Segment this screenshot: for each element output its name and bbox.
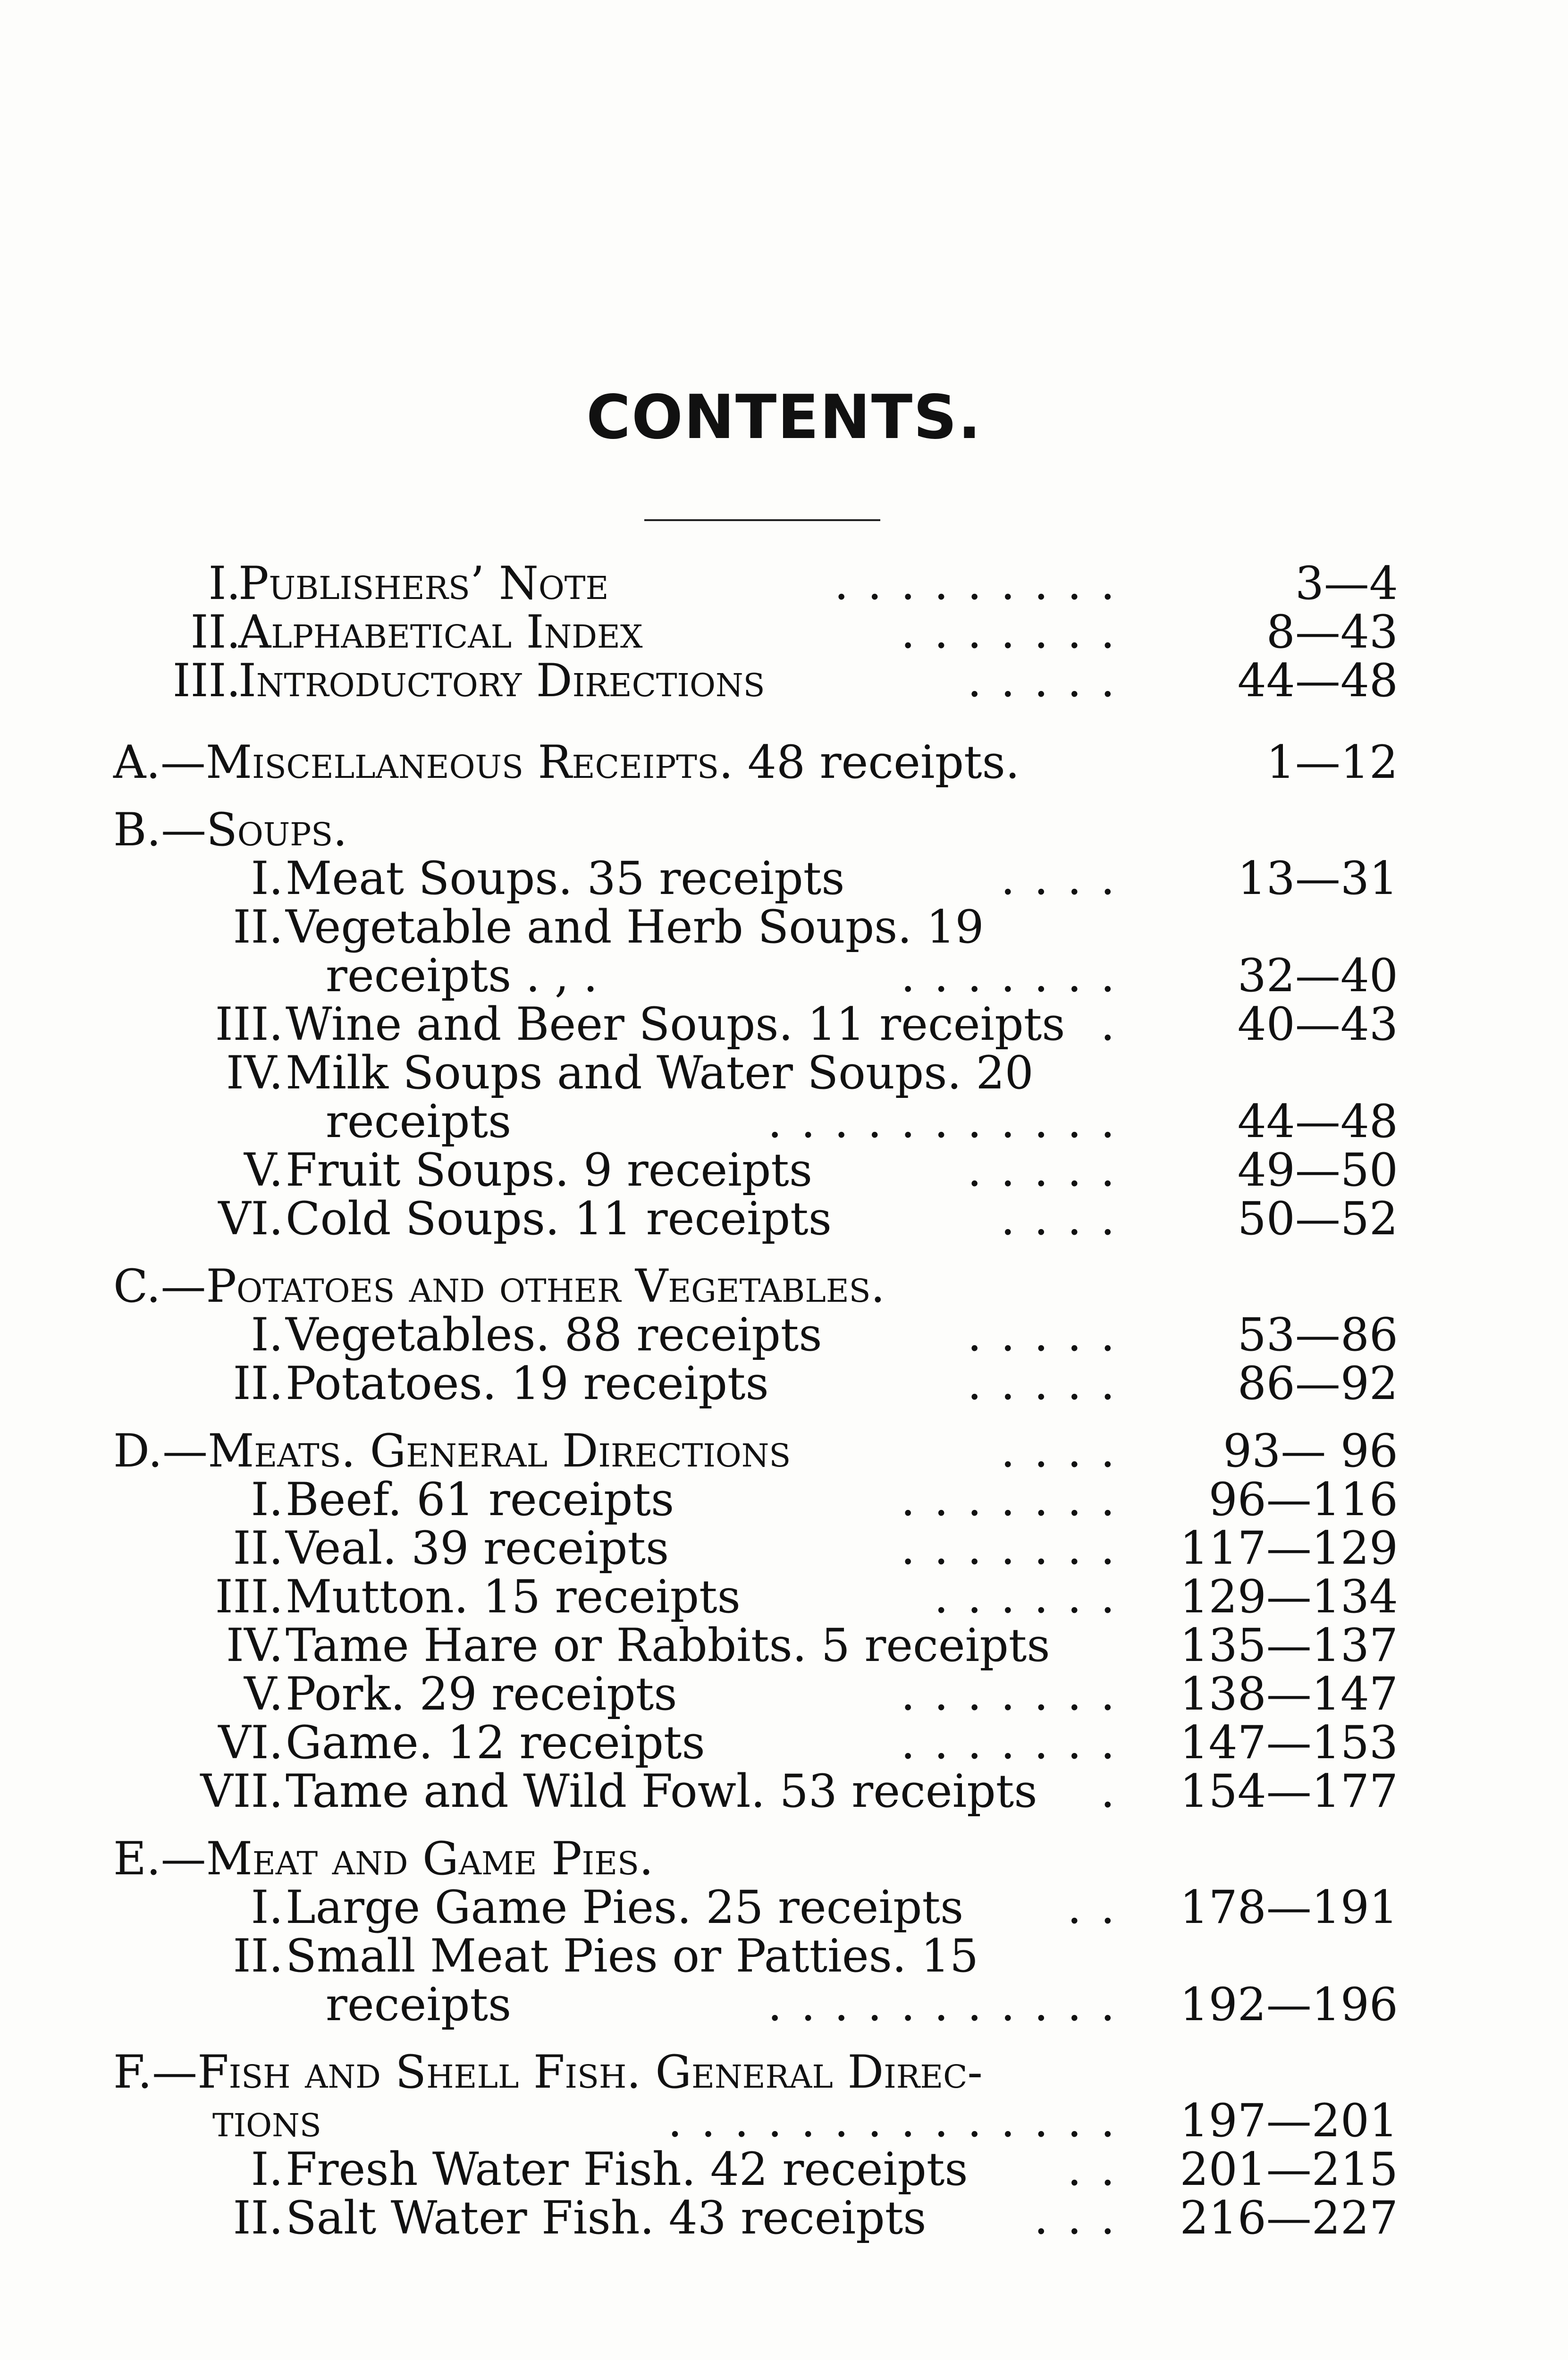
toc-row [0, 1308, 1568, 1361]
toc-row [0, 903, 1568, 952]
toc-number: I. [251, 1881, 283, 1934]
toc-label: Vegetables. 88 receipts [286, 1308, 822, 1361]
toc-pages: 86—92 [1237, 1357, 1398, 1410]
toc-number: IV. [226, 1619, 283, 1672]
toc-label: Meat Soups. 35 receipts [286, 852, 845, 905]
toc-row [0, 2094, 1568, 2147]
toc-label: Veal. 39 receipts [286, 1522, 669, 1575]
toc-number: V. [244, 1668, 283, 1720]
toc-label: Pork. 29 receipts [286, 1668, 677, 1720]
toc-label: Salt Water Fish. 43 receipts [286, 2191, 927, 2244]
toc-number: II. [233, 901, 283, 953]
toc-row [0, 1883, 1568, 1932]
toc-row [0, 1716, 1568, 1769]
toc-label: receipts [326, 1095, 512, 1148]
table-of-contents [0, 559, 1568, 2242]
toc-label: Milk Soups and Water Soups. 20 [286, 1046, 1034, 1099]
section-heading: E.—Meat and Game Pies. [113, 1832, 654, 1885]
toc-pages: 44—48 [1237, 654, 1398, 707]
toc-label: Mutton. 15 receipts [286, 1570, 741, 1623]
toc-label: Introductory Directions [238, 654, 765, 707]
toc-label: Fresh Water Fish. 42 receipts [286, 2143, 968, 2196]
leader-dots: ...... [934, 1573, 1134, 1621]
toc-label: Large Game Pies. 25 receipts [286, 1881, 964, 1934]
leader-dots: ... [1034, 2194, 1134, 2242]
toc-label: Alphabetical Index [238, 606, 643, 658]
toc-label: receipts [326, 1978, 512, 2031]
toc-number: II. [190, 606, 241, 658]
leader-dots: .. [1067, 2145, 1134, 2194]
toc-pages: 53—86 [1237, 1308, 1398, 1361]
toc-row [0, 1524, 1568, 1573]
toc-pages: 117—129 [1180, 1522, 1398, 1575]
toc-row [0, 1621, 1568, 1670]
toc-row [0, 854, 1568, 903]
toc-number: III. [215, 1570, 283, 1623]
toc-label: Small Meat Pies or Patties. 15 [286, 1930, 979, 1982]
toc-label: Cold Soups. 11 receipts [286, 1192, 832, 1245]
toc-row [0, 1097, 1568, 1146]
toc-number: I. [208, 557, 241, 610]
toc-number: VI. [218, 1716, 283, 1769]
toc-label: Tame and Wild Fowl. 53 receipts [286, 1765, 1037, 1818]
toc-label: Vegetable and Herb Soups. 19 [286, 901, 984, 953]
toc-pages: 44—48 [1237, 1095, 1398, 1148]
toc-label: Tame Hare or Rabbits. 5 receipts [286, 1619, 1050, 1672]
toc-pages: 49—50 [1237, 1144, 1398, 1197]
leader-dots: .... [1000, 1427, 1134, 1475]
toc-pages: 93— 96 [1223, 1424, 1398, 1477]
toc-pages: 50—52 [1237, 1192, 1398, 1245]
section-heading: B.—Soups. [113, 803, 347, 856]
toc-pages: 197—201 [1180, 2094, 1398, 2147]
toc-row [0, 1670, 1568, 1719]
section-heading: A.—Miscellaneous Receipts. 48 receipts. [113, 736, 1020, 789]
leader-dots: .... [1000, 854, 1134, 903]
leader-dots: . [1100, 1000, 1134, 1049]
toc-pages: 3—4 [1295, 557, 1398, 610]
toc-label: Potatoes. 19 receipts [286, 1357, 769, 1410]
leader-dots: ....... [901, 1670, 1134, 1719]
toc-number: III. [172, 654, 241, 707]
toc-number: III. [215, 998, 283, 1051]
title-rule [644, 519, 880, 521]
toc-pages: 32—40 [1237, 949, 1398, 1002]
leader-dots: ..... [967, 1311, 1134, 1359]
toc-row [0, 1192, 1568, 1245]
page-title: CONTENTS. [586, 382, 982, 453]
toc-row [0, 949, 1568, 1002]
toc-label: Publishers’ Note [238, 557, 609, 610]
toc-row [0, 1475, 1568, 1524]
toc-section-row [0, 2048, 1568, 2097]
toc-row [0, 1767, 1568, 1816]
toc-number: II. [233, 1357, 283, 1410]
leader-dots: ....... [901, 1524, 1134, 1573]
leader-dots: ....... [901, 608, 1134, 657]
toc-pages: 216—227 [1180, 2191, 1398, 2244]
toc-row [0, 654, 1568, 707]
toc-row [0, 1570, 1568, 1623]
section-heading: C.—Potatoes and other Vegetables. [113, 1260, 885, 1313]
toc-number: I. [251, 2143, 283, 2196]
leader-dots: ..... [967, 1359, 1134, 1408]
toc-number: VI. [218, 1192, 283, 1245]
toc-pages: 192—196 [1180, 1978, 1398, 2031]
toc-pages: 138—147 [1180, 1668, 1398, 1720]
leader-dots: ........... [767, 1981, 1134, 2029]
toc-number: I. [251, 1308, 283, 1361]
toc-number: VII. [200, 1765, 283, 1818]
toc-label: Wine and Beer Soups. 11 receipts [286, 998, 1065, 1051]
toc-label: receipts . , . [326, 949, 598, 1002]
section-heading: D.—Meats. General Directions [113, 1424, 791, 1477]
toc-number: II. [233, 1930, 283, 1982]
toc-label: Fruit Soups. 9 receipts [286, 1144, 813, 1197]
leader-dots: . [1100, 1767, 1134, 1816]
section-heading: F.—Fish and Shell Fish. General Direc- [113, 2046, 983, 2099]
toc-row [0, 1359, 1568, 1408]
toc-row [0, 1932, 1568, 1981]
toc-number: II. [233, 2191, 283, 2244]
leader-dots: ..... [967, 657, 1134, 705]
toc-section-row [0, 803, 1568, 856]
toc-number: V. [244, 1144, 283, 1197]
leader-dots: ....... [901, 1475, 1134, 1524]
toc-row [0, 2145, 1568, 2194]
toc-pages: 129—134 [1180, 1570, 1398, 1623]
toc-pages: 201—215 [1180, 2143, 1398, 2196]
toc-section-row [0, 738, 1568, 787]
leader-dots: .. [1067, 1883, 1134, 1932]
leader-dots: ....... [901, 1719, 1134, 1767]
toc-row [0, 1146, 1568, 1195]
toc-pages: 1—12 [1266, 736, 1398, 789]
toc-row [0, 1000, 1568, 1049]
toc-pages: 96—116 [1208, 1473, 1398, 1526]
toc-pages: 8—43 [1266, 606, 1398, 658]
toc-label: Beef. 61 receipts [286, 1473, 674, 1526]
toc-row [0, 559, 1568, 608]
toc-number: I. [251, 852, 283, 905]
toc-pages: 135—137 [1180, 1619, 1398, 1672]
toc-pages: 147—153 [1180, 1716, 1398, 1769]
toc-number: II. [233, 1522, 283, 1575]
leader-dots: .............. [667, 2097, 1134, 2145]
section-heading-continued: tions [212, 2094, 321, 2147]
toc-number: I. [251, 1473, 283, 1526]
leader-dots: ......... [834, 559, 1134, 608]
toc-pages: 178—191 [1180, 1881, 1398, 1934]
toc-number: IV. [226, 1046, 283, 1099]
toc-pages: 40—43 [1237, 998, 1398, 1051]
toc-section-row [0, 1424, 1568, 1477]
leader-dots: ....... [901, 952, 1134, 1000]
toc-pages: 154—177 [1180, 1765, 1398, 1818]
toc-pages: 13—31 [1237, 852, 1398, 905]
leader-dots: ........... [767, 1097, 1134, 1146]
toc-row [0, 608, 1568, 657]
toc-section-row [0, 1832, 1568, 1885]
leader-dots: .... [1000, 1195, 1134, 1243]
toc-label: Game. 12 receipts [286, 1716, 705, 1769]
toc-row [0, 1046, 1568, 1099]
leader-dots: ..... [967, 1146, 1134, 1195]
toc-section-row [0, 1262, 1568, 1311]
toc-row [0, 1978, 1568, 2031]
toc-row [0, 2191, 1568, 2244]
